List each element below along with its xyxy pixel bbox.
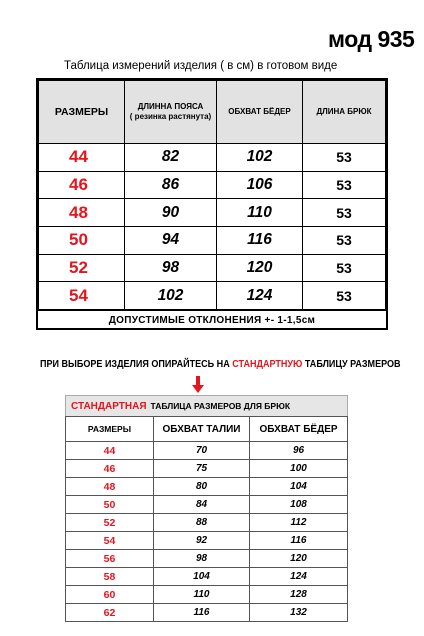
standard-row	[66, 532, 348, 550]
standard-row	[66, 514, 348, 532]
measurements-table	[36, 78, 388, 330]
standard-measurement-cell: 70	[154, 442, 250, 460]
standard-measurement-cell: 110	[154, 586, 250, 604]
measurement-cell: 116	[217, 226, 303, 254]
standard-row	[66, 550, 348, 568]
measurements-row	[39, 199, 386, 227]
measurements-header-row	[39, 81, 386, 144]
standard-header-hips: ОБХВАТ БЁДЕР	[250, 417, 348, 442]
header-waist-length-note: ( резинка растянута)	[129, 112, 212, 121]
measurement-cell: 120	[217, 254, 303, 282]
size-cell: 54	[39, 282, 125, 310]
size-cell: 44	[39, 144, 125, 172]
measurement-cell: 110	[217, 199, 303, 227]
measurement-cell: 82	[125, 144, 217, 172]
measurements-row	[39, 171, 386, 199]
standard-size-cell: 56	[66, 550, 154, 568]
standard-row	[66, 496, 348, 514]
standard-header-waist: ОБХВАТ ТАЛИИ	[154, 417, 250, 442]
standard-measurement-cell: 112	[250, 514, 348, 532]
standard-size-table	[65, 395, 348, 622]
standard-measurement-cell: 92	[154, 532, 250, 550]
measurement-cell: 102	[217, 144, 303, 172]
standard-measurement-cell: 100	[250, 460, 348, 478]
measurement-cell: 53	[303, 144, 386, 172]
standard-size-cell: 60	[66, 586, 154, 604]
measurements-row	[39, 254, 386, 282]
standard-size-cell: 48	[66, 478, 154, 496]
standard-caption-text: ТАБЛИЦА РАЗМЕРОВ ДЛЯ БРЮК	[150, 401, 291, 411]
standard-size-cell: 52	[66, 514, 154, 532]
standard-measurement-cell: 104	[250, 478, 348, 496]
measurements-table-caption: Таблица измерений изделия ( в см) в готовом виде	[64, 60, 338, 72]
standard-size-cell: 54	[66, 532, 154, 550]
measurement-cell: 124	[217, 282, 303, 310]
standard-measurement-cell: 128	[250, 586, 348, 604]
measurement-cell: 53	[303, 254, 386, 282]
size-cell: 50	[39, 226, 125, 254]
header-trouser-length: ДЛИНА БРЮК	[303, 81, 386, 144]
measurement-cell: 53	[303, 226, 386, 254]
standard-caption-highlight: СТАНДАРТНАЯ	[71, 401, 147, 412]
header-hip-girth: ОБХВАТ БЁДЕР	[217, 81, 303, 144]
standard-row	[66, 568, 348, 586]
standard-size-cell: 58	[66, 568, 154, 586]
note-text-before: ПРИ ВЫБОРЕ ИЗДЕЛИЯ ОПИРАЙТЕСЬ НА	[40, 358, 233, 370]
standard-row	[66, 442, 348, 460]
header-sizes: РАЗМЕРЫ	[39, 81, 125, 144]
measurements-row	[39, 226, 386, 254]
standard-measurement-cell: 75	[154, 460, 250, 478]
tolerance-note: ДОПУСТИМЫЕ ОТКЛОНЕНИЯ +- 1-1,5см	[38, 310, 386, 331]
model-number: мод 935	[328, 26, 415, 52]
standard-measurement-cell: 116	[154, 604, 250, 622]
standard-table-note	[40, 358, 401, 370]
standard-measurement-cell: 104	[154, 568, 250, 586]
standard-size-cell: 62	[66, 604, 154, 622]
standard-measurement-cell: 96	[250, 442, 348, 460]
standard-measurement-cell: 132	[250, 604, 348, 622]
header-waist-length	[125, 81, 217, 144]
standard-measurement-cell: 108	[250, 496, 348, 514]
standard-header-sizes: РАЗМЕРЫ	[66, 417, 154, 442]
standard-measurement-cell: 88	[154, 514, 250, 532]
standard-row	[66, 478, 348, 496]
note-text-after: ТАБЛИЦУ РАЗМЕРОВ	[302, 358, 401, 370]
size-cell: 46	[39, 171, 125, 199]
measurement-cell: 86	[125, 171, 217, 199]
measurement-cell: 98	[125, 254, 217, 282]
standard-row	[66, 460, 348, 478]
measurements-row	[39, 144, 386, 172]
measurement-cell: 53	[303, 282, 386, 310]
standard-measurement-cell: 98	[154, 550, 250, 568]
standard-measurement-cell: 80	[154, 478, 250, 496]
measurement-cell: 53	[303, 171, 386, 199]
size-cell: 48	[39, 199, 125, 227]
standard-measurement-cell: 124	[250, 568, 348, 586]
standard-size-cell: 44	[66, 442, 154, 460]
standard-row	[66, 604, 348, 622]
standard-header-row	[66, 417, 348, 442]
standard-row	[66, 586, 348, 604]
measurement-cell: 53	[303, 199, 386, 227]
size-cell: 52	[39, 254, 125, 282]
measurement-cell: 94	[125, 226, 217, 254]
standard-measurement-cell: 84	[154, 496, 250, 514]
standard-measurement-cell: 116	[250, 532, 348, 550]
standard-measurement-cell: 120	[250, 550, 348, 568]
measurement-cell: 90	[125, 199, 217, 227]
measurements-row	[39, 282, 386, 310]
standard-table-caption	[65, 395, 348, 416]
standard-size-cell: 46	[66, 460, 154, 478]
standard-size-cell: 50	[66, 496, 154, 514]
measurement-cell: 102	[125, 282, 217, 310]
note-highlight: СТАНДАРТНУЮ	[232, 358, 303, 370]
header-waist-length-label: ДЛИННА ПОЯСА	[137, 102, 204, 111]
measurement-cell: 106	[217, 171, 303, 199]
